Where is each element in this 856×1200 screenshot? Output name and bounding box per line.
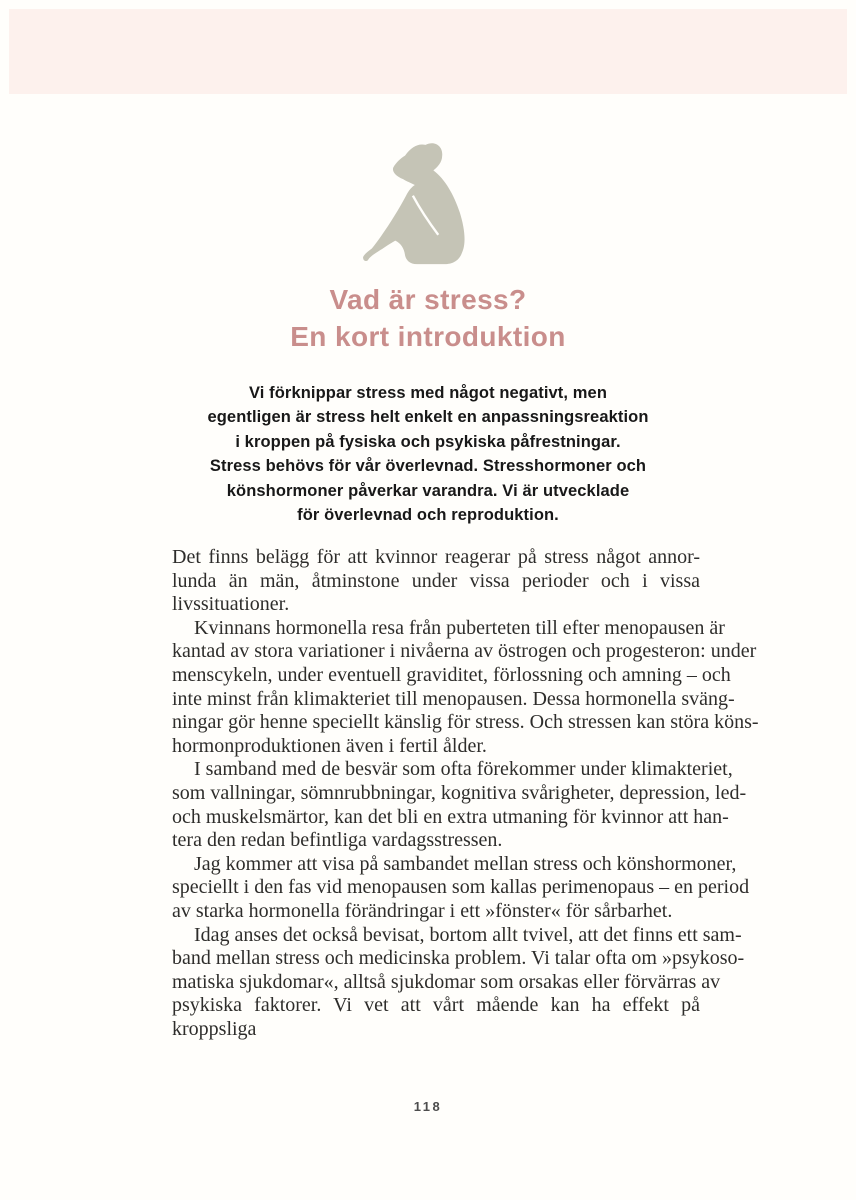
body-line: Det finns belägg för att kvinnor reagerar på stress något annor- bbox=[172, 546, 700, 568]
body-line: psykiska faktorer. Vi vet att vårt mående kan ha effekt på kroppsliga bbox=[172, 994, 700, 1040]
lead-line: i kroppen på fysiska och psykiska påfrestningar. bbox=[235, 432, 621, 451]
body-line: Jag kommer att visa på sambandet mellan stress och könshormoner, bbox=[194, 852, 737, 875]
lead-line: Vi förknippar stress med något negativt, men bbox=[248, 384, 607, 402]
body-line: lunda än män, åtminstone under vissa perioder och i vissa livssituationer. bbox=[172, 569, 700, 616]
chapter-title-line-2: En kort introduktion bbox=[290, 321, 566, 352]
body-line: inte minst från klimakteriet till menopausen. Dessa hormonella sväng- bbox=[172, 687, 735, 710]
body-line: menscykeln, under eventuell graviditet, förlossning och amning – och bbox=[172, 663, 731, 686]
body-line: band mellan stress och medicinska problem. Vi talar ofta om »psykoso- bbox=[172, 947, 745, 970]
body-line: kantad av stora variationer i nivåerna av östrogen och progesteron: under bbox=[172, 640, 757, 663]
body-line: matiska sjukdomar«, alltså sjukdomar som orsakas eller förvärras av bbox=[172, 970, 721, 993]
decorative-top-band bbox=[9, 9, 847, 94]
chapter-lead-paragraph bbox=[178, 381, 678, 527]
body-line: Idag anses det också bevisat, bortom allt tvivel, att det finns ett sam- bbox=[194, 923, 742, 946]
lead-line: Stress behövs för vår överlevnad. Stresshormoner och bbox=[209, 457, 647, 476]
body-text bbox=[172, 546, 759, 1041]
seated-woman-silhouette-icon bbox=[360, 142, 497, 269]
body-line: hormonproduktionen även i fertil ålder. bbox=[172, 734, 487, 757]
page-number: 118 bbox=[413, 1099, 443, 1114]
body-line: och muskelsmärtor, kan det bli en extra utmaning för kvinnor att han- bbox=[172, 805, 729, 828]
lead-line: egentligen är stress helt enkelt en anpassningsreaktion bbox=[207, 408, 649, 427]
body-line: som vallningar, sömnrubbningar, kognitiva svårigheter, depression, led- bbox=[172, 781, 747, 804]
chapter-title-line-1: Vad är stress? bbox=[329, 284, 527, 315]
lead-line: könshormoner påverkar varandra. Vi är utvecklade bbox=[226, 481, 630, 500]
chapter-title bbox=[0, 281, 856, 355]
body-line: Kvinnans hormonella resa från puberteten till efter menopausen är bbox=[194, 616, 725, 639]
body-line: ningar gör henne speciellt känslig för stress. Och stressen kan störa köns- bbox=[172, 711, 759, 734]
body-line: I samband med de besvär som ofta förekommer under klimakteriet, bbox=[194, 758, 733, 781]
chapter-illustration bbox=[0, 142, 856, 269]
body-line: av starka hormonella förändringar i ett »fönster« för sårbarhet. bbox=[172, 899, 673, 922]
body-line: tera den redan befintliga vardagsstressen. bbox=[172, 829, 503, 852]
lead-line: för överlevnad och reproduktion. bbox=[297, 506, 559, 525]
body-line: speciellt i den fas vid menopausen som kallas perimenopaus – en period bbox=[172, 876, 750, 899]
